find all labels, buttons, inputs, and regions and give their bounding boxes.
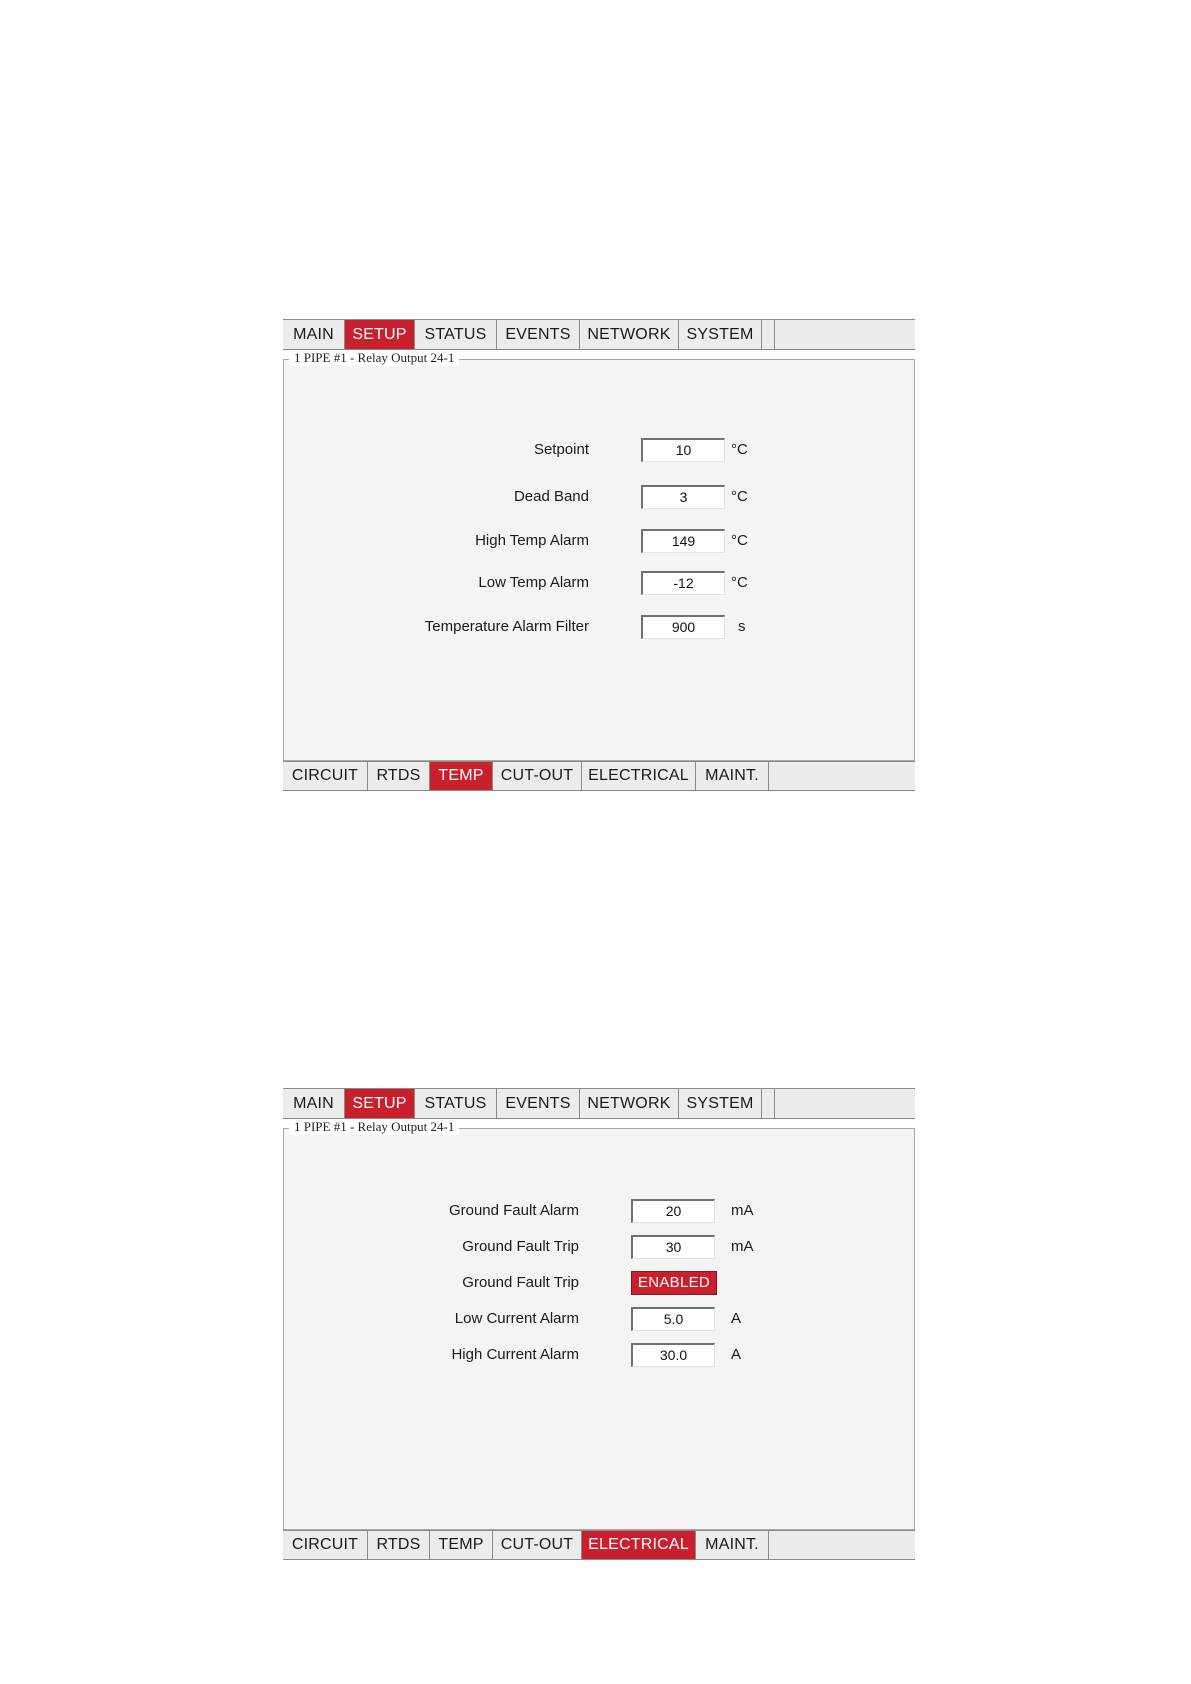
tab-network[interactable]: NETWORK xyxy=(580,320,679,349)
top-tab-bar xyxy=(283,319,915,350)
ground-fault-alarm-label: Ground Fault Alarm xyxy=(448,1202,579,1219)
setpoint-unit: °C xyxy=(731,441,748,458)
tab-status[interactable]: STATUS xyxy=(415,1089,497,1118)
temp-setup-panel xyxy=(283,319,915,791)
tab-cut-out[interactable]: CUT-OUT xyxy=(493,762,582,790)
ground-fault-alarm-row xyxy=(283,1199,915,1223)
settings-group-box xyxy=(283,359,915,761)
tab-scroll-handle[interactable] xyxy=(762,1089,775,1118)
low-temp-alarm-unit: °C xyxy=(731,574,748,591)
low-temp-alarm-row xyxy=(283,571,915,595)
dead-band-row xyxy=(283,485,915,509)
high-temp-alarm-unit: °C xyxy=(731,532,748,549)
tab-system[interactable]: SYSTEM xyxy=(679,320,762,349)
tab-system[interactable]: SYSTEM xyxy=(679,1089,762,1118)
bottom-tab-bar xyxy=(283,1530,915,1560)
high-current-alarm-input[interactable]: 30.0 xyxy=(631,1343,715,1367)
dead-band-input[interactable]: 3 xyxy=(641,485,725,509)
tab-cut-out[interactable]: CUT-OUT xyxy=(493,1531,582,1559)
ground-fault-alarm-input[interactable]: 20 xyxy=(631,1199,715,1223)
dead-band-unit: °C xyxy=(731,488,748,505)
tab-main[interactable]: MAIN xyxy=(283,1089,345,1118)
tab-circuit[interactable]: CIRCUIT xyxy=(283,1531,368,1559)
top-tab-bar xyxy=(283,1088,915,1119)
low-current-alarm-label: Low Current Alarm xyxy=(454,1310,579,1327)
dead-band-label: Dead Band xyxy=(513,488,589,505)
tab-rtds[interactable]: RTDS xyxy=(368,1531,430,1559)
high-temp-alarm-input[interactable]: 149 xyxy=(641,529,725,553)
ground-fault-trip-enable-row xyxy=(283,1271,915,1295)
tab-main[interactable]: MAIN xyxy=(283,320,345,349)
ground-fault-trip-enable-label: Ground Fault Trip xyxy=(462,1274,579,1291)
tab-network[interactable]: NETWORK xyxy=(580,1089,679,1118)
low-current-alarm-row xyxy=(283,1307,915,1331)
high-current-alarm-unit: A xyxy=(731,1346,742,1363)
group-title: 1 PIPE #1 - Relay Output 24-1 xyxy=(289,1119,459,1135)
tab-scroll-handle[interactable] xyxy=(762,320,775,349)
tab-setup[interactable]: SETUP xyxy=(345,320,415,349)
ground-fault-trip-input[interactable]: 30 xyxy=(631,1235,715,1259)
low-temp-alarm-input[interactable]: -12 xyxy=(641,571,725,595)
temp-alarm-filter-row xyxy=(283,615,915,639)
tab-electrical[interactable]: ELECTRICAL xyxy=(582,1531,696,1559)
high-current-alarm-label: High Current Alarm xyxy=(451,1346,579,1363)
low-current-alarm-unit: A xyxy=(731,1310,742,1327)
tab-events[interactable]: EVENTS xyxy=(497,320,580,349)
tab-temp[interactable]: TEMP xyxy=(430,762,493,790)
ground-fault-trip-label: Ground Fault Trip xyxy=(462,1238,579,1255)
tab-maint[interactable]: MAINT. xyxy=(696,762,769,790)
ground-fault-trip-row xyxy=(283,1235,915,1259)
temp-alarm-filter-input[interactable]: 900 xyxy=(641,615,725,639)
tab-status[interactable]: STATUS xyxy=(415,320,497,349)
low-temp-alarm-label: Low Temp Alarm xyxy=(478,574,589,591)
high-temp-alarm-row xyxy=(283,529,915,553)
setpoint-label: Setpoint xyxy=(533,441,589,458)
tab-temp[interactable]: TEMP xyxy=(430,1531,493,1559)
ground-fault-trip-unit: mA xyxy=(731,1238,754,1255)
tab-circuit[interactable]: CIRCUIT xyxy=(283,762,368,790)
high-temp-alarm-label: High Temp Alarm xyxy=(475,532,589,549)
tab-events[interactable]: EVENTS xyxy=(497,1089,580,1118)
setpoint-input[interactable]: 10 xyxy=(641,438,725,462)
ground-fault-alarm-unit: mA xyxy=(731,1202,754,1219)
tab-maint[interactable]: MAINT. xyxy=(696,1531,769,1559)
ground-fault-trip-toggle[interactable]: ENABLED xyxy=(631,1271,717,1295)
group-title: 1 PIPE #1 - Relay Output 24-1 xyxy=(289,350,459,366)
electrical-setup-panel xyxy=(283,1088,915,1560)
setpoint-row xyxy=(283,438,915,462)
temp-alarm-filter-unit: s xyxy=(738,618,746,635)
low-current-alarm-input[interactable]: 5.0 xyxy=(631,1307,715,1331)
high-current-alarm-row xyxy=(283,1343,915,1367)
bottom-tab-bar xyxy=(283,761,915,791)
tab-rtds[interactable]: RTDS xyxy=(368,762,430,790)
temp-alarm-filter-label: Temperature Alarm Filter xyxy=(424,618,589,635)
tab-electrical[interactable]: ELECTRICAL xyxy=(582,762,696,790)
tab-setup[interactable]: SETUP xyxy=(345,1089,415,1118)
